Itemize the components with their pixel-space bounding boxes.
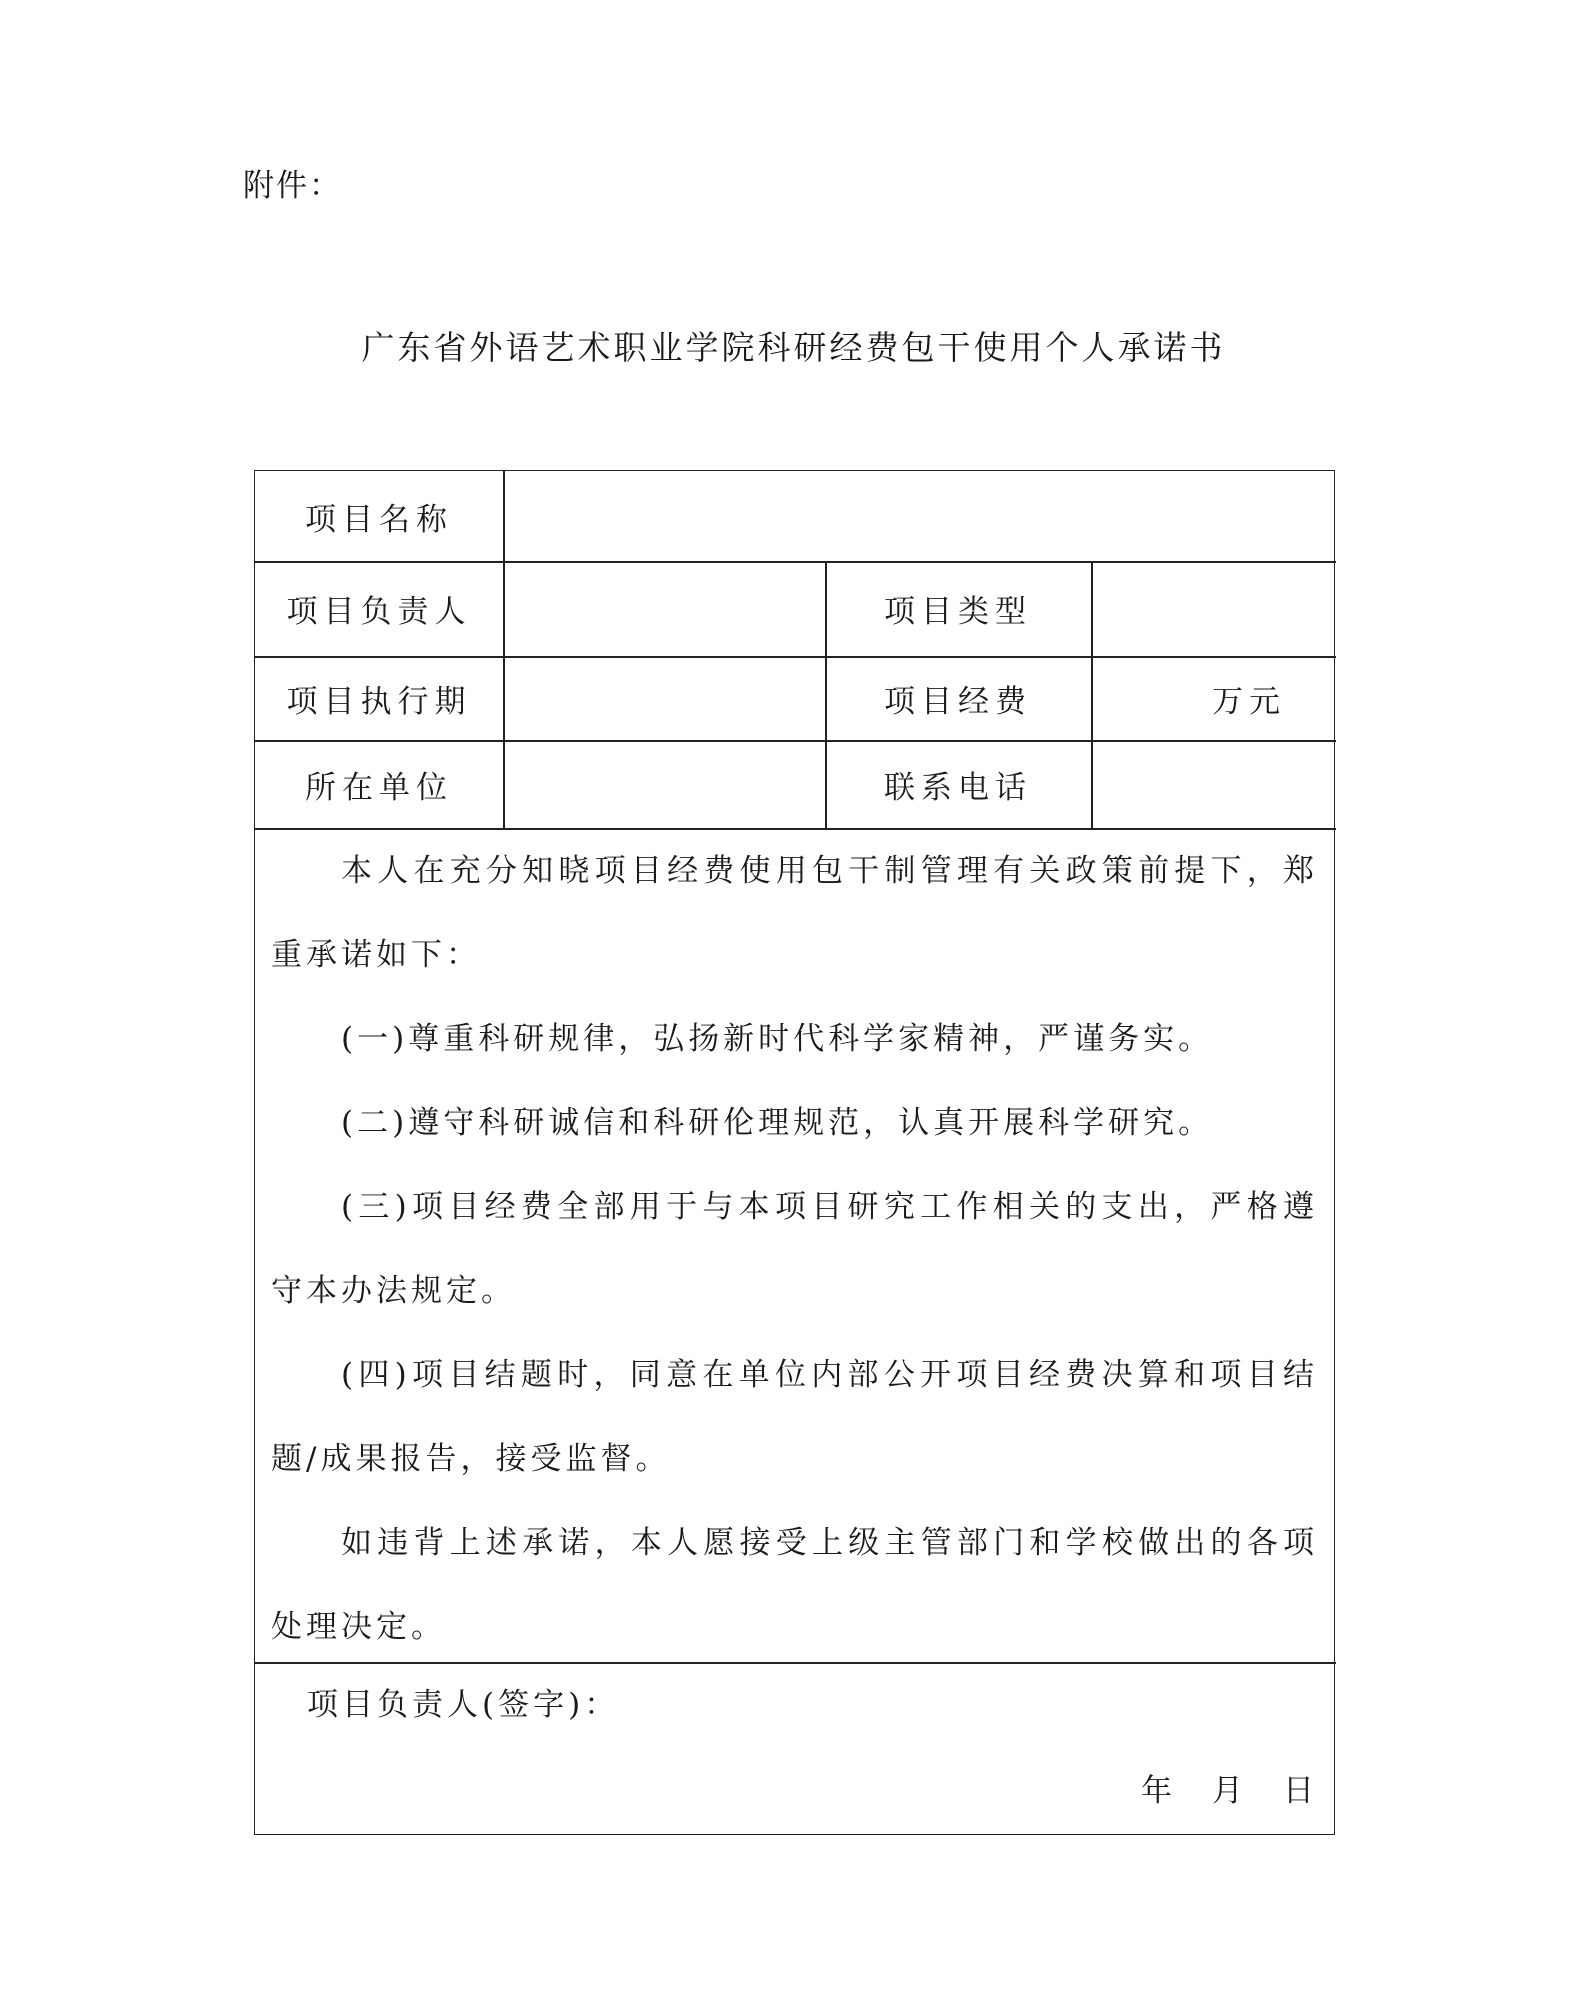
attachment-label: 附件： xyxy=(243,168,342,204)
phone-field[interactable] xyxy=(1091,740,1336,828)
pledge-item-3: (三)项目经费全部用于与本项目研究工作相关的支出，严格遵守本办法规定。 xyxy=(271,1189,1318,1309)
unit-field[interactable] xyxy=(503,740,825,828)
date-month: 月 xyxy=(1212,1773,1243,1809)
pledge-item-4: (四)项目结题时，同意在单位内部公开项目经费决算和项目结题/成果报告，接受监督。 xyxy=(271,1357,1318,1477)
pledge-item-1: (一)尊重科研规律，弘扬新时代科学家精神，严谨务实。 xyxy=(341,1021,1214,1057)
project-leader-label: 项目负责人 xyxy=(286,594,472,630)
signature-date xyxy=(1141,1765,1314,1810)
signature-label: 项目负责人(签字)： xyxy=(307,1687,620,1723)
project-name-label: 项目名称 xyxy=(305,501,453,538)
document-title: 广东省外语艺术职业学院科研经费包干使用个人承诺书 xyxy=(361,328,1226,367)
project-funds-field[interactable] xyxy=(1091,656,1336,740)
project-type-field[interactable] xyxy=(1091,561,1336,656)
project-type-label: 项目类型 xyxy=(884,594,1032,630)
date-year: 年 xyxy=(1141,1773,1172,1809)
project-name-field[interactable] xyxy=(503,471,1336,561)
pledge-item-2: (二)遵守科研诚信和科研伦理规范，认真开展科学研究。 xyxy=(341,1105,1214,1141)
phone-label: 联系电话 xyxy=(884,769,1032,806)
project-period-field[interactable] xyxy=(503,656,825,740)
project-funds-label: 项目经费 xyxy=(884,683,1032,720)
pledge-text xyxy=(255,829,1336,1669)
pledge-form xyxy=(254,470,1335,1835)
date-day: 日 xyxy=(1283,1773,1314,1809)
project-leader-field[interactable] xyxy=(503,561,825,656)
funds-unit: 万元 xyxy=(1212,683,1286,720)
project-period-label: 项目执行期 xyxy=(286,683,472,720)
pledge-intro: 本人在充分知晓项目经费使用包干制管理有关政策前提下，郑重承诺如下： xyxy=(271,853,1318,973)
unit-label: 所在单位 xyxy=(305,769,453,806)
pledge-closing: 如违背上述承诺，本人愿接受上级主管部门和学校做出的各项处理决定。 xyxy=(271,1525,1318,1645)
